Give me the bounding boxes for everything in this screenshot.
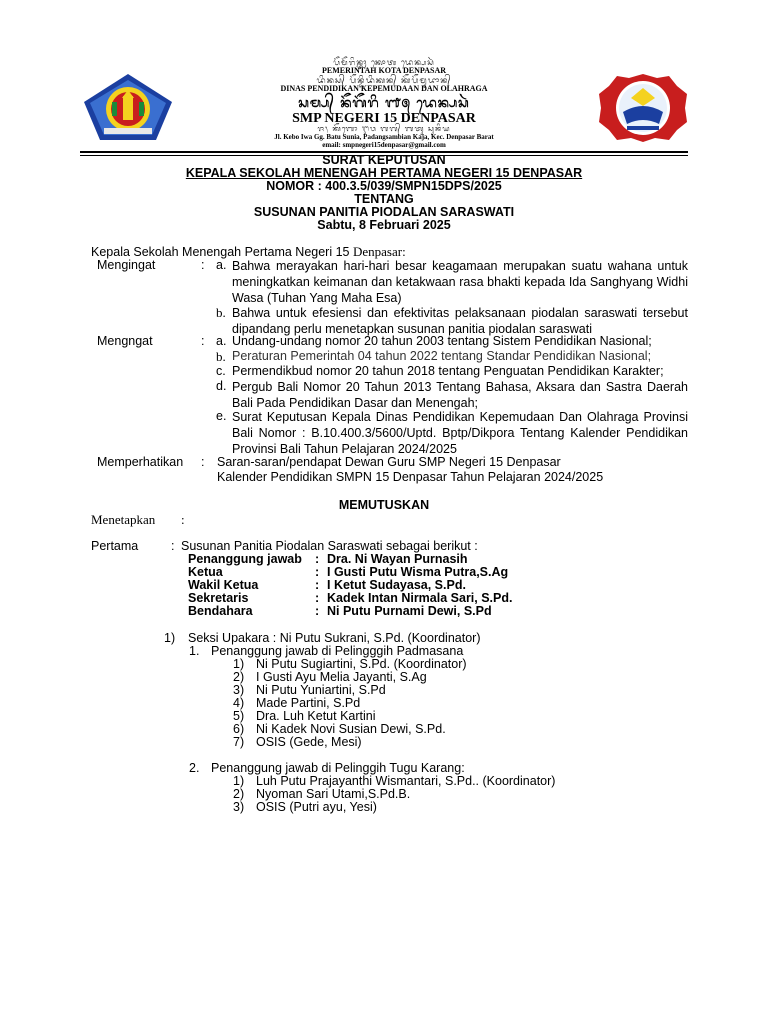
balinese-script-line-4: ᬚ᭞ ᬓᭂᬩᭀ ᬇᬯ ᬕᬕ᭄ ᬩᬢᬸ ᬲᬸᬦᬶᬬ [317, 124, 451, 133]
role-colon: : [315, 552, 320, 566]
member-name: Nyoman Sari Utami,S.Pd.B. [256, 787, 411, 801]
item-letter: c. [216, 364, 226, 378]
member-number: 1) [233, 657, 245, 671]
role-name: Dra. Ni Wayan Purnasih [327, 552, 468, 566]
heading-about: TENTANG [354, 192, 414, 206]
role-colon: : [315, 578, 320, 592]
intro-prefix: Kepala Sekolah Menengah Pertama Negeri 15 [91, 245, 353, 259]
member-name: I Gusti Ayu Melia Jayanti, S.Ag [256, 670, 427, 684]
role-label: Sekretaris [188, 591, 249, 605]
balinese-script-line-3: ᬲᬫ᭄ᬧ᭄ ᬦᭂᬕᭂᬭᬶ ᭑᭕ ᬤᬾᬦ᭄ᬧᬲᬃ [298, 96, 470, 111]
menetapkan-label: Menetapkan [91, 512, 156, 527]
member-name: Made Partini, S.Pd [256, 696, 361, 710]
memperhatikan-label: Memperhatikan [97, 455, 184, 469]
item-text: Undang-undang nomor 20 tahun 2003 tentang Sistem Pendidikan Nasional; [232, 334, 652, 348]
item-letter: a. [216, 258, 227, 272]
mengngat-label: Mengngat [97, 334, 153, 348]
member-name: Ni Putu Sugiartini, S.Pd. (Koordinator) [256, 657, 467, 671]
mengingat-colon: : [201, 258, 205, 272]
member-number: 7) [233, 735, 245, 749]
item-text: Pergub Bali Nomor 20 Tahun 2013 Tentang Bahasa, Aksara dan Sastra Daerah Bali Pada Pendidikan Dasar dan Menengah; [232, 380, 688, 410]
item-letter: b. [216, 305, 226, 320]
member-number: 3) [233, 683, 245, 697]
intro-suffix: Denpasar: [352, 244, 406, 259]
seksi-number: 1) [164, 631, 176, 645]
role-colon: : [315, 604, 320, 618]
memutuskan-heading: MEMUTUSKAN [338, 498, 430, 512]
mengngat-colon: : [201, 334, 205, 348]
item-letter: e. [216, 409, 227, 423]
role-label: Ketua [188, 565, 223, 579]
member-number: 4) [233, 696, 245, 710]
role-name: Kadek Intan Nirmala Sari, S.Pd. [327, 591, 513, 605]
member-name: OSIS (Putri ayu, Yesi) [256, 800, 377, 814]
role-name: I Gusti Putu Wisma Putra,S.Ag [327, 565, 509, 579]
group-number: 1. [189, 644, 200, 658]
seksi-title: Seksi Upakara : Ni Putu Sukrani, S.Pd. (Koordinator) [188, 631, 481, 645]
group-title: Penanggung jawab di Pelinggih Tugu Karang: [211, 761, 465, 775]
role-name: Ni Putu Purnami Dewi, S.Pd [327, 604, 492, 618]
member-number: 1) [233, 774, 245, 788]
item-text: Bahwa merayakan hari-hari besar keagamaan merupakan suatu wahana untuk meningkatkan keimanan dan ketakwaan rasa bhakti kepada Ida Sanghyang Widhi Wasa (Tuhan Yang Maha Esa) [232, 259, 688, 305]
heading-issuer: KEPALA SEKOLAH MENENGAH PERTAMA NEGERI 15 DENPASAR [185, 166, 583, 180]
government-name: PEMERINTAH KOTA DENPASAR [321, 66, 446, 75]
pertama-text: Susunan Panitia Piodalan Saraswati sebagai berikut : [181, 539, 478, 553]
role-label: Wakil Ketua [188, 578, 259, 592]
memperhatikan-line-2: Kalender Pendidikan SMPN 15 Denpasar Tahun Pelajaran 2024/2025 [217, 470, 604, 484]
member-number: 5) [233, 709, 245, 723]
item-text: Surat Keputusan Kepala Dinas Pendidikan Kepemudaan Dan Olahraga Provinsi Bali Nomor : B.10.400.3/5600/Uptd. Bptp/Dikpora Tentang Kalender Pendidikan Provinsi Bali Tahun Pelajaran 2024/2025 [232, 410, 688, 456]
pertama-label: Pertama [91, 539, 139, 553]
member-number: 2) [233, 670, 245, 684]
member-number: 6) [233, 722, 245, 736]
member-name: Ni Putu Yuniartini, S.Pd [256, 683, 386, 697]
role-name: I Ketut Sudayasa, S.Pd. [327, 578, 466, 592]
balinese-script-line-1: ᬧᭂᬫᭂᬭᬶᬦ᭄ᬢᬄ ᬓᭀᬢ ᬤᬾᬦ᭄ᬧᬲᬃ [333, 58, 435, 67]
heading-title: SURAT KEPUTUSAN [322, 153, 446, 167]
menetapkan-colon: : [181, 512, 185, 527]
balinese-script-line-2: ᬤᬶᬦᬲ᭄ ᬧᭂᬦ᭄ᬤᬶᬤᬶᬓᬦ᭄ ᬓᭂᬧᭂᬫᬸᬤᬵᬦ᭄ [316, 76, 452, 86]
school-address: Jl. Kebo Iwa Gg. Batu Sunia, Padangsambian Kaja, Kec. Denpasar Barat [274, 133, 494, 141]
item-letter: b. [216, 349, 226, 364]
school-email: email: smpnegeri15denpasar@gmail.com [322, 141, 446, 149]
item-letter: d. [216, 379, 227, 393]
role-colon: : [315, 591, 320, 605]
group-number: 2. [189, 761, 200, 775]
role-colon: : [315, 565, 320, 579]
heading-number: NOMOR : 400.3.5/039/SMPN15DPS/2025 [266, 179, 502, 193]
member-name: Dra. Luh Ketut Kartini [256, 709, 376, 723]
heading-subject: SUSUNAN PANITIA PIODALAN SARASWATI [253, 205, 515, 219]
pertama-colon: : [171, 539, 175, 553]
member-name: Ni Kadek Novi Susian Dewi, S.Pd. [256, 722, 446, 736]
school-name: SMP NEGERI 15 DENPASAR [292, 111, 476, 126]
mengingat-label: Mengingat [97, 258, 156, 272]
role-label: Bendahara [188, 604, 253, 618]
group-title: Penanggung jawab di Pelingggih Padmasana [211, 644, 464, 658]
item-text: Bahwa untuk efesiensi dan efektivitas pelaksanaan piodalan saraswati tersebut dipandang perlu menetapkan susunan panitia piodalan saraswati [232, 306, 688, 336]
member-number: 2) [233, 787, 245, 801]
member-name: Luh Putu Prajayanthi Wismantari, S.Pd.. (Koordinator) [256, 774, 556, 788]
item-text: Permendikbud nomor 20 tahun 2018 tentang Penguatan Pendidikan Karakter; [232, 364, 664, 378]
heading-date: Sabtu, 8 Februari 2025 [317, 218, 451, 232]
member-name: OSIS (Gede, Mesi) [256, 735, 362, 749]
item-letter: a. [216, 334, 227, 348]
role-label: Penanggung jawab [188, 552, 302, 566]
item-text: Peraturan Pemerintah 04 tahun 2022 tentang Standar Pendidikan Nasional; [232, 349, 652, 363]
member-number: 3) [233, 800, 245, 814]
memperhatikan-colon: : [201, 455, 205, 469]
agency-name: DINAS PENDIDIKAN KEPEMUDAAN DAN OLAHRAGA [280, 84, 488, 93]
memperhatikan-line-1: Saran-saran/pendapat Dewan Guru SMP Negeri 15 Denpasar [217, 455, 561, 469]
